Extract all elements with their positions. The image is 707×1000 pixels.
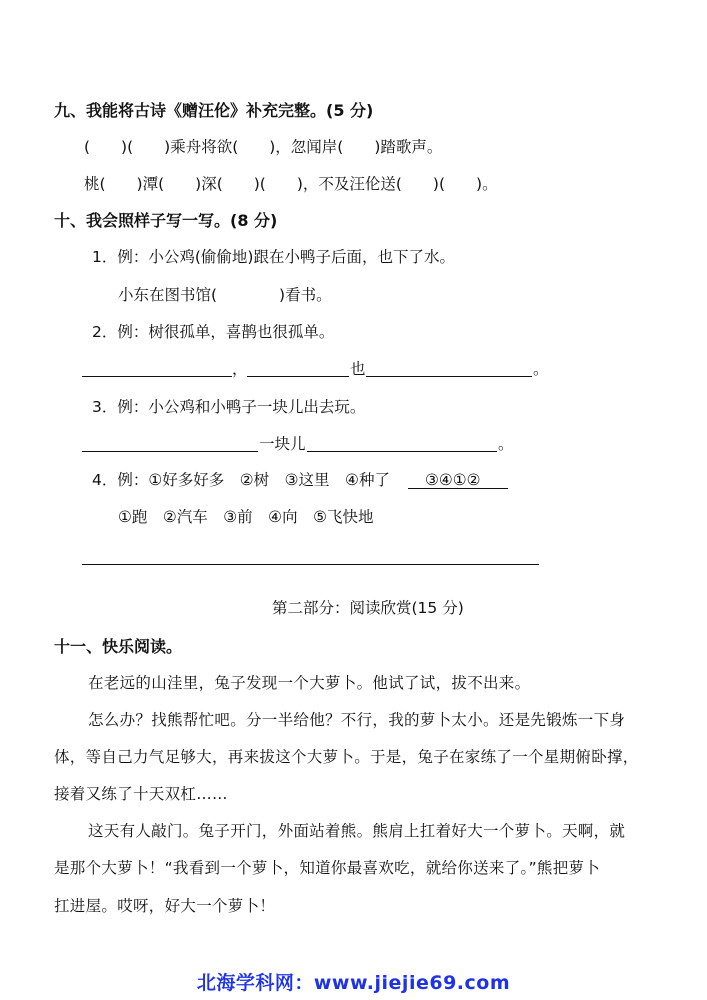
reading-para-2-line-1: 怎么办？找熊帮忙吧。分一半给他？不行，我的萝卜太小。还是先锻炼一下身 xyxy=(88,711,626,729)
blank-line xyxy=(247,376,349,377)
q11-heading: 十一、快乐阅读。 xyxy=(54,637,183,656)
footer-watermark: 北海学科网：www.jiejie69.com xyxy=(196,972,511,994)
q9-line-2: 桃( )潭( )深( )( )，不及汪伦送( )( )。 xyxy=(84,175,498,193)
q10-heading: 十、我会照样子写一写。(8 分) xyxy=(54,211,278,230)
q9-line-1: ( )( )乘舟将欲( )，忽闻岸( )踏歌声。 xyxy=(84,138,443,156)
q10-item4-example: 4．例：①好多好多 ②树 ③这里 ④种了 xyxy=(92,471,390,489)
q10-item3-example: 3．例：小公鸡和小鸭子一块儿出去玩。 xyxy=(92,398,366,416)
q10-item2-end: 。 xyxy=(533,360,549,378)
reading-para-1: 在老远的山洼里，兔子发现一个大萝卜。他试了试，拔不出来。 xyxy=(88,674,531,692)
reading-para-3-line-1: 这天有人敲门。兔子开门，外面站着熊。熊肩上扛着好大一个萝卜。天啊，就 xyxy=(88,822,626,840)
q10-item4-words: ①跑 ②汽车 ③前 ④向 ⑤飞快地 xyxy=(118,508,374,526)
blank-line xyxy=(82,451,258,452)
blank-line xyxy=(82,564,539,565)
q10-item1-example: 1．例：小公鸡(偷偷地)跟在小鸭子后面，也下了水。 xyxy=(92,248,455,266)
part2-title: 第二部分：阅读欣赏(15 分) xyxy=(272,599,464,617)
q9-heading: 九、我能将古诗《赠汪伦》补充完整。(5 分) xyxy=(54,101,374,120)
q10-item3-mid: 一块儿 xyxy=(259,435,306,453)
q10-item2-mid: 也 xyxy=(350,360,366,378)
reading-para-2-line-3: 接着又练了十天双杠…… xyxy=(54,785,228,803)
q10-item2-example: 2．例：树很孤单，喜鹊也很孤单。 xyxy=(92,323,335,341)
reading-para-3-line-3: 扛进屋。哎呀，好大一个萝卜！ xyxy=(54,897,276,915)
q10-item4-answer: ③④①② xyxy=(425,471,481,489)
blank-line xyxy=(366,376,532,377)
reading-para-3-line-2: 是那个大萝卜！“我看到一个萝卜，知道你最喜欢吃，就给你送来了。”熊把萝卜 xyxy=(54,859,601,877)
q10-item3-end: 。 xyxy=(498,435,514,453)
q10-item1-task: 小东在图书馆( )看书。 xyxy=(118,286,332,304)
q10-item2-sep: ， xyxy=(232,360,248,378)
blank-line xyxy=(82,376,232,377)
blank-line xyxy=(307,451,497,452)
reading-para-2-line-2: 体，等自己力气足够大，再来拔这个大萝卜。于是，兔子在家练了一个星期俯卧撑， xyxy=(54,748,639,766)
